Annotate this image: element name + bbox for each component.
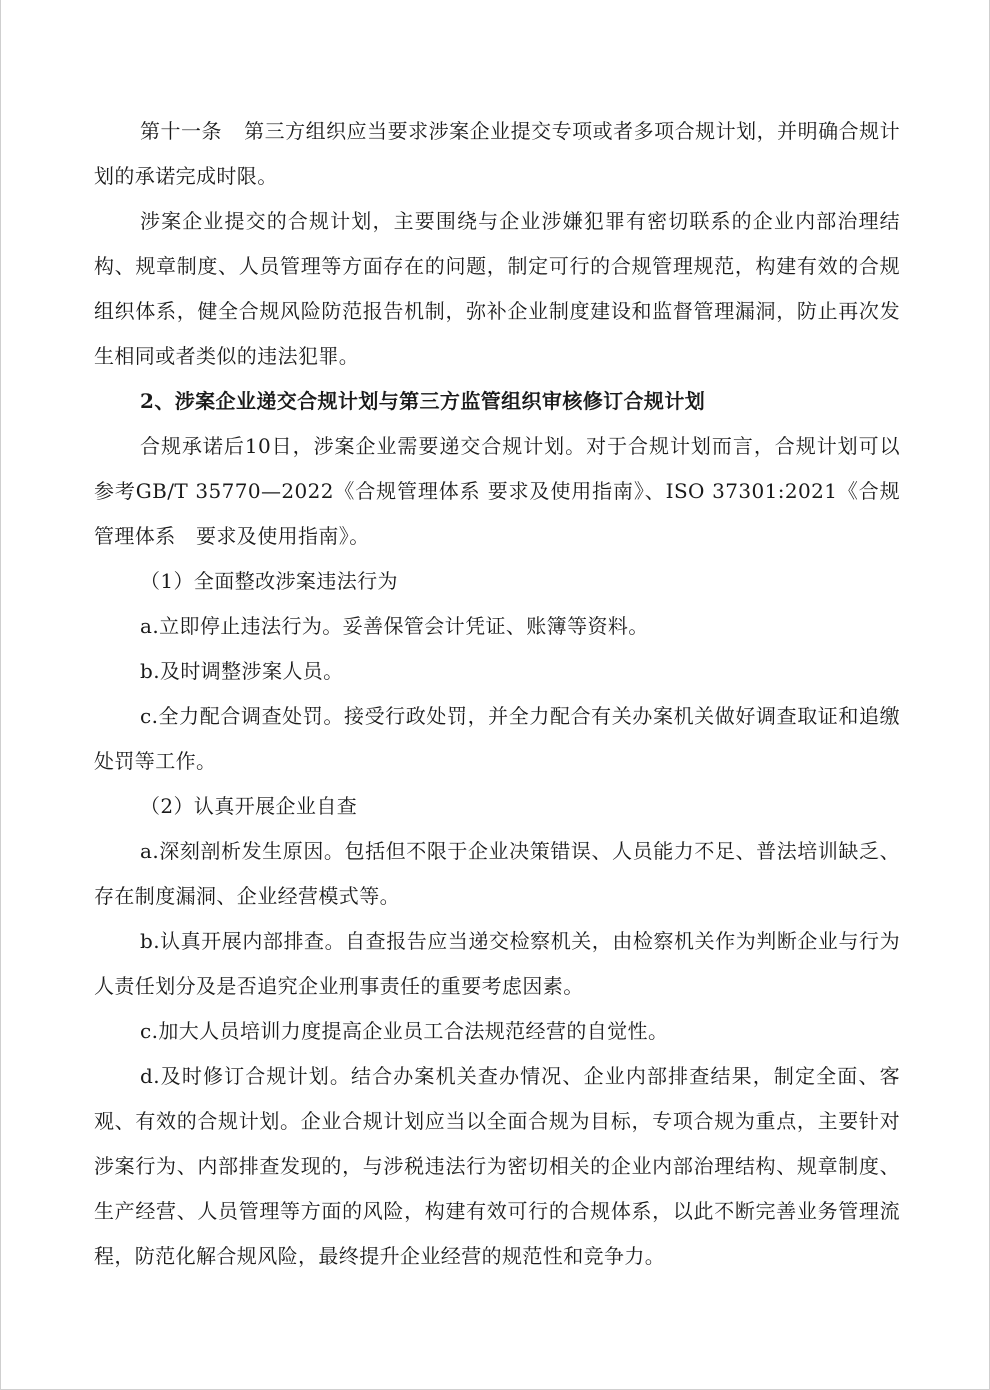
item-2b-paragraph: b.认真开展内部排查。自查报告应当递交检察机关，由检察机关作为判断企业与行为人责任划分及是否追究企业刑事责任的重要考虑因素。: [94, 929, 900, 998]
item-2a-paragraph: a.深刻剖析发生原因。包括但不限于企业决策错误、人员能力不足、普法培训缺乏、存在制度漏洞、企业经营模式等。: [94, 839, 900, 908]
item-1a-paragraph: a.立即停止违法行为。妥善保管会计凭证、账簿等资料。: [140, 614, 649, 638]
item-2d-paragraph: d.及时修订合规计划。结合办案机关查办情况、企业内部排查结果，制定全面、客观、有效的合规计划。企业合规计划应当以全面合规为目标，专项合规为重点，主要针对涉案行为、内部排查发现的，与涉税违法行为密切相关的企业内部治理结构、规章制度、生产经营、人员管理等方面的风险，构建有效可行的合规体系，以此不断完善业务管理流程，防范化解合规风险，最终提升企业经营的规范性和竞争力。: [94, 1064, 900, 1268]
item-1-heading: （1）全面整改涉案违法行为: [140, 569, 398, 593]
article-11-paragraph: [94, 109, 900, 199]
section-2-heading: 2、涉案企业递交合规计划与第三方监管组织审核修订合规计划: [140, 389, 706, 413]
article-11-label: 第十一条: [140, 119, 222, 143]
compliance-plan-content-paragraph: 涉案企业提交的合规计划，主要围绕与企业涉嫌犯罪有密切联系的企业内部治理结构、规章制度、人员管理等方面存在的问题，制定可行的合规管理规范，构建有效的合规组织体系，健全合规风险防范报告机制，弥补企业制度建设和监督管理漏洞，防止再次发生相同或者类似的违法犯罪。: [94, 209, 900, 368]
article-11-text: 第三方组织应当要求涉案企业提交专项或者多项合规计划，并明确合规计划的承诺完成时限。: [94, 119, 900, 188]
document-body: [94, 109, 900, 1279]
submission-deadline-paragraph: 合规承诺后10日，涉案企业需要递交合规计划。对于合规计划而言，合规计划可以参考GB/T 35770—2022《合规管理体系 要求及使用指南》、ISO 37301:2021《合规管理体系 要求及使用指南》。: [94, 434, 900, 548]
item-2c-paragraph: c.加大人员培训力度提高企业员工合法规范经营的自觉性。: [140, 1019, 669, 1043]
item-1c-paragraph: c.全力配合调查处罚。接受行政处罚，并全力配合有关办案机关做好调查取证和追缴处罚等工作。: [94, 704, 900, 773]
item-2-heading: （2）认真开展企业自查: [140, 794, 358, 818]
item-1b-paragraph: b.及时调整涉案人员。: [140, 659, 344, 683]
